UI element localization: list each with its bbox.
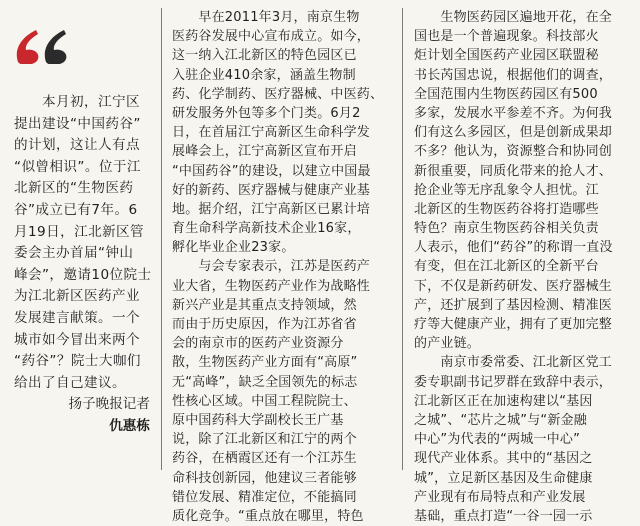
text-line: 们有这么多园区，但是创新成果却: [414, 125, 613, 141]
lead-paragraph: [14, 92, 152, 394]
text-line: 生物医药园区遍地开花，在全: [414, 10, 613, 25]
text-line: 多家，发展水平参差不齐。为何我: [414, 105, 613, 121]
quote-mark-dark: [45, 30, 67, 64]
text-line: “似曾相识”。位于江: [14, 158, 141, 175]
text-line: 的计划，这让人有点: [14, 137, 140, 154]
text-line: 研发服务外包等多个门类。6月2: [172, 105, 361, 121]
lead-column: [14, 92, 152, 438]
text-line: 南京市委常委、江北新区党工: [414, 355, 613, 371]
text-line: “中国药谷”的建设，以建立中国最: [172, 163, 371, 179]
text-line: 新兴产业是其重点支持领域，然: [172, 297, 357, 313]
text-line: 峰会”，邀请10位院士: [14, 266, 152, 283]
text-line: 新很重要，同质化带来的抢人才、: [414, 163, 613, 179]
text-line: 现代产业体系。其中的“基因之: [414, 451, 593, 467]
text-line: 药谷，在栖霞区还有一个江苏生: [172, 451, 357, 467]
text-line: 中心”为代表的“两城一中心”: [414, 432, 581, 448]
text-line: 月19日，江北新区管: [14, 223, 145, 240]
text-line: 特色？南京生物医药谷相关负责: [414, 221, 599, 237]
text-line: 下，不仅是新药研发、医疗器械生: [414, 278, 613, 294]
reporter-label: 扬子晚报记者: [68, 396, 150, 413]
text-line: 委会主办首届“钟山: [14, 245, 134, 262]
text-line: 谷”成立已有7年。6: [14, 201, 138, 218]
text-line: 早在2011年3月，南京生物: [172, 10, 360, 25]
middle-column-text: [172, 8, 390, 526]
text-line: 错位发展、精准定位，不能搞同: [172, 489, 357, 505]
text-line: 为江北新区医药产业: [14, 288, 140, 305]
reporter-name: 仇惠栋: [109, 417, 150, 434]
text-line: 会的南京市的医药产业资源分: [172, 336, 344, 352]
text-line: 北新区的“生物医药: [14, 180, 134, 197]
text-line: 产业现有布局特点和产业发展: [414, 489, 586, 505]
text-line: 药、化学制药、医疗器械、中医药、: [172, 86, 384, 102]
text-line: 业大省，生物医药产业作为战略性: [172, 278, 371, 294]
text-line: 原中国药科大学副校长王广基: [172, 412, 344, 428]
right-column-text: [414, 8, 626, 526]
text-line: 与会专家表示，江苏是医药产: [172, 259, 371, 275]
text-line: 无“高峰”，缺乏全国领先的标志: [172, 374, 358, 390]
text-line: 说，除了江北新区和江宁的两个: [172, 432, 357, 448]
text-line: 发展建言献策。一个: [14, 309, 140, 326]
text-line: 日，在首届江宁高新区生命科学发: [172, 125, 371, 141]
text-line: 人表示，他们“药谷”的称谓一直没: [414, 240, 613, 256]
text-line: 本月初，江宁区: [14, 94, 140, 110]
text-line: 质化竞争。“重点放在哪里，特色: [172, 508, 364, 524]
text-line: 给出了自己建议。: [14, 374, 126, 391]
middle-column: [172, 8, 390, 526]
text-line: 基础，重点打造“一谷一园一示: [414, 508, 593, 524]
text-line: 之城”、“芯片之城”与“新金融: [414, 412, 587, 428]
text-line: 而由于历史原因，作为江苏省省: [172, 317, 357, 332]
text-line: 产，还扩展到了基因检测、精准医: [414, 297, 613, 313]
text-line: 展峰会上，江宁高新区宣布开启: [172, 144, 357, 160]
text-line: 城市如今冒出来两个: [14, 331, 140, 348]
text-line: “药谷”？院士大咖们: [14, 353, 141, 370]
quote-mark-icon: [14, 20, 78, 64]
text-line: 江北新区正在加速构建以“基因: [414, 393, 593, 409]
text-line: 国也是一个普遍现象。科技部火: [414, 29, 599, 45]
text-line: 性核心区域。中国工程院院士、: [172, 393, 357, 409]
text-line: 育生命科学高新技术企业16家，: [172, 221, 361, 237]
text-line: 入驻企业410余家，涵盖生物制: [172, 67, 356, 83]
text-line: 好的新药、医疗器械与健康产业基: [172, 182, 371, 198]
text-line: 医药谷发展中心宣布成立。如今，: [172, 29, 371, 45]
text-line: 疗等大健康产业，拥有了更加完整: [414, 317, 613, 332]
text-line: 散，生物医药产业方面有“高原”: [172, 355, 358, 371]
text-line: 这一纳入江北新区的特色园区已: [172, 48, 357, 64]
text-line: 提出建设“中国药谷”: [14, 115, 141, 132]
text-line: 孵化毕业企业23家。: [172, 240, 295, 256]
text-line: 命科技创新园，他建议三者能够: [172, 470, 357, 486]
text-line: 的产业链。: [414, 336, 481, 352]
quote-mark-red: [17, 30, 39, 64]
text-line: 炬计划全国医药产业园区联盟秘: [414, 48, 599, 64]
text-line: 抢企业等无序乱象令人担忧。江: [414, 182, 599, 198]
right-column: [414, 8, 626, 526]
text-line: 城”，立足新区基因及生命健康: [414, 470, 593, 486]
text-line: 有变，但在江北新区的全新平台: [414, 259, 599, 275]
column-divider-right: [402, 8, 403, 470]
text-line: 北新区的生物医药谷将打造哪些: [414, 201, 599, 217]
text-line: 书长芮国忠说，根据他们的调查，: [414, 67, 613, 83]
text-line: 委专职副书记罗群在致辞中表示，: [414, 374, 613, 390]
text-line: 全国范围内生物医药园区有500: [414, 86, 598, 102]
column-divider-left: [161, 8, 162, 470]
text-line: 不多？他认为，资源整合和协同创: [414, 144, 613, 160]
text-line: 地。据介绍，江宁高新区已累计培: [172, 201, 371, 217]
